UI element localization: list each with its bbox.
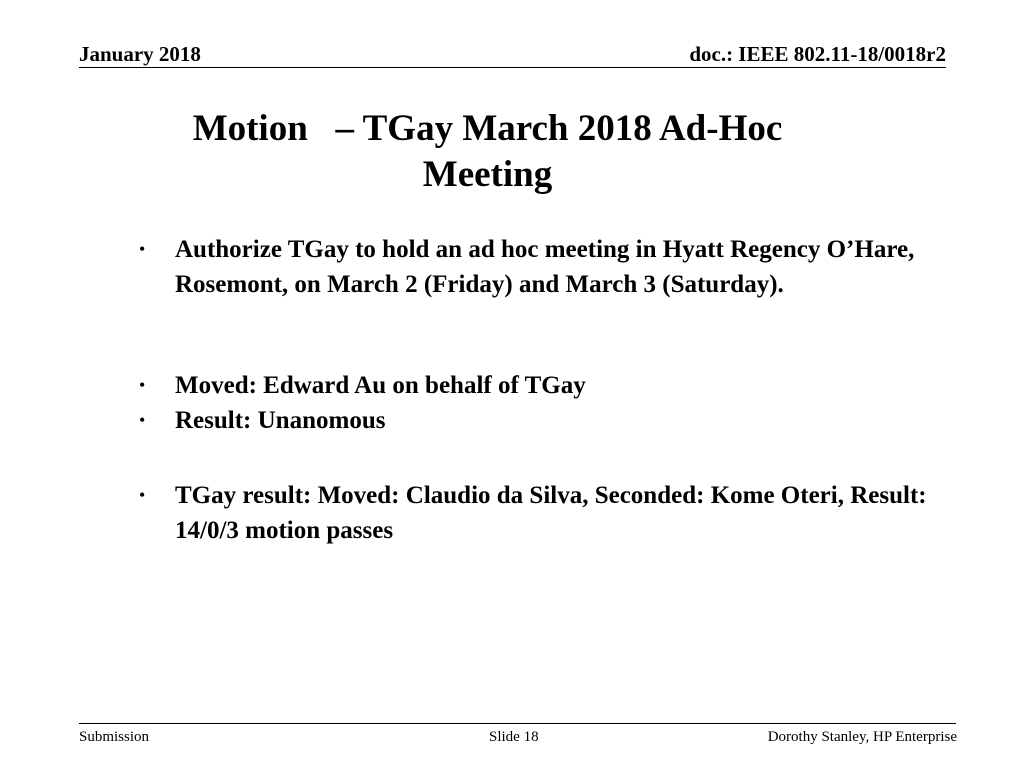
footer-author: Dorothy Stanley, HP Enterprise [767,729,957,745]
bullet-icon: • [139,485,146,505]
bullet-item [130,232,930,302]
slide-title-line-1: Motion – TGay March 2018 Ad-Hoc [192,108,783,149]
header-divider [79,67,946,68]
slide-title [120,106,855,198]
bullet-item [130,368,930,403]
bullet-text: Authorize TGay to hold an ad hoc meeting in Hyatt Regency O’Hare, Rosemont, on March 2 (Friday) and March 3 (Saturday). [175,236,915,298]
bullet-item [130,403,930,438]
bullet-list [130,232,930,548]
bullet-text: Moved: Edward Au on behalf of TGay [175,372,586,399]
bullet-item [130,478,930,548]
bullet-icon: • [139,239,146,259]
bullet-text: TGay result: Moved: Claudio da Silva, Seconded: Kome Oteri, Result: 14/0/3 motion passes [175,482,927,544]
slide-title-line-2: Meeting [422,154,553,195]
bullet-text: Result: Unanomous [175,407,386,434]
footer-divider [79,723,956,724]
footer-slide-number: Slide 18 [489,729,539,745]
bullet-icon: • [139,375,146,395]
bullet-icon: • [139,410,146,430]
header-date: January 2018 [79,42,201,66]
footer-submission: Submission [79,729,150,745]
header-document-id: doc.: IEEE 802.11-18/0018r2 [689,42,946,66]
